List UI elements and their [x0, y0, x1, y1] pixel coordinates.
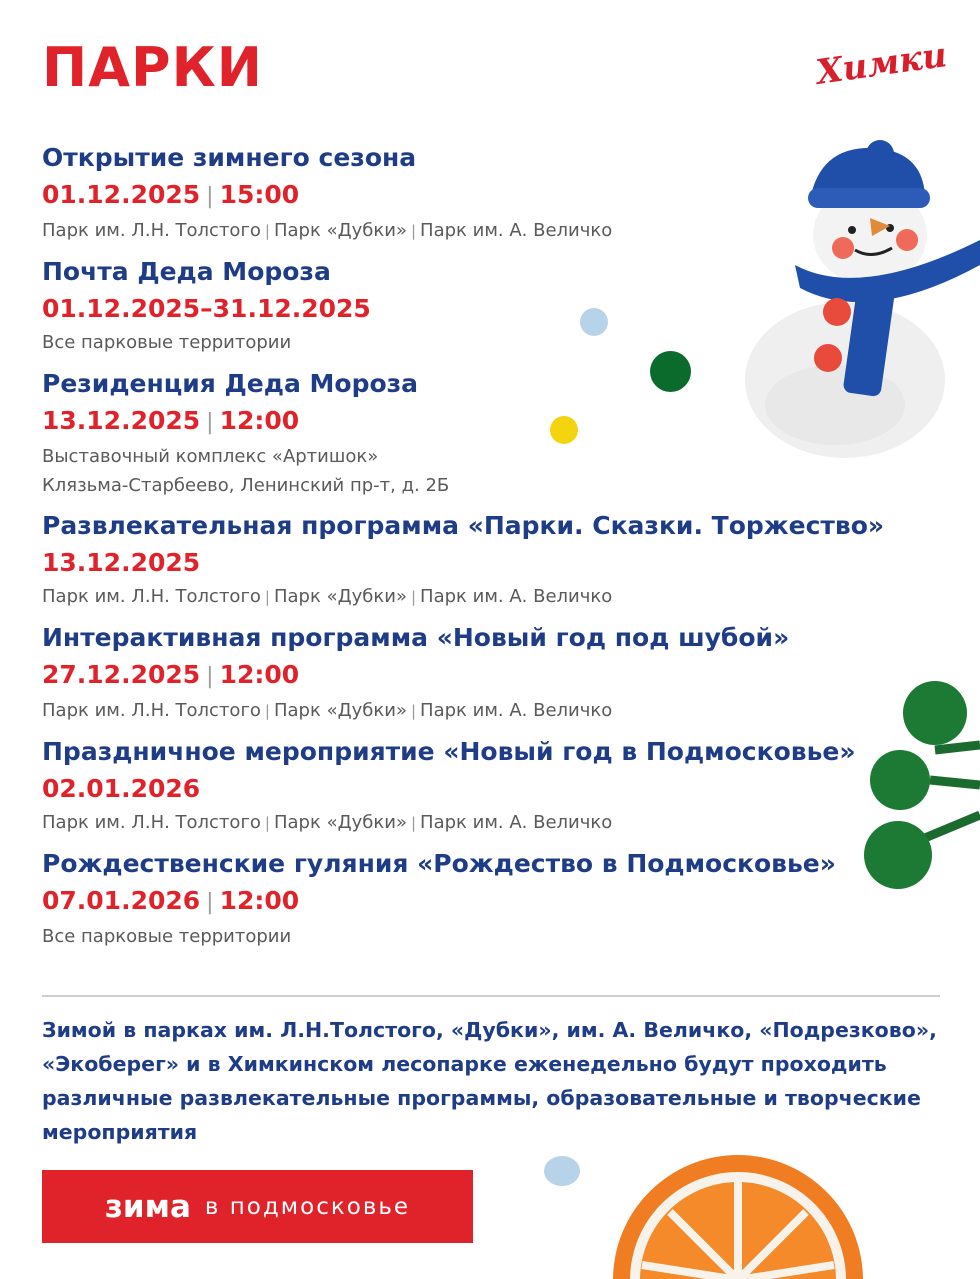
event-place: Парк «Дубки» [273, 812, 407, 833]
event-item [42, 366, 882, 500]
event-place: Выставочный комплекс «Артишок» [42, 446, 379, 467]
decor-dot-blue-bottom [544, 1156, 580, 1186]
banner-strong: зима [104, 1188, 191, 1225]
event-places: Парк им. Л.Н. Толстого | Парк «Дубки» | Парк им. А. Величко [42, 220, 613, 241]
event-time: 12:00 [219, 406, 300, 435]
event-place: Парк «Дубки» [273, 586, 407, 607]
event-date: 01.12.2025 [42, 180, 201, 209]
event-place: Все парковые территории [42, 926, 292, 947]
event-date: 27.12.2025 [42, 660, 201, 689]
banner-rest: в подмосковье [204, 1193, 411, 1220]
event-place: Парк им. Л.Н. Толстого [42, 812, 261, 833]
event-item [42, 254, 882, 358]
event-datetime: 07.01.2026 | 12:00 [42, 886, 300, 915]
event-date: 13.12.2025 [42, 548, 201, 577]
event-title: Развлекательная программа «Парки. Сказки. Торжество» [42, 511, 885, 540]
event-datetime [42, 544, 882, 582]
event-title: Почта Деда Мороза [42, 257, 331, 286]
event-place: Парк им. Л.Н. Толстого [42, 700, 261, 721]
orange-slice-icon [610, 1140, 870, 1279]
events-list [42, 140, 885, 960]
event-places: Парк им. Л.Н. Толстого | Парк «Дубки» | Парк им. А. Величко [42, 700, 613, 721]
event-place: Парк им. А. Величко [420, 700, 613, 721]
event-place: Все парковые территории [42, 332, 292, 353]
event-date: 02.01.2026 [42, 774, 201, 803]
event-item [42, 846, 882, 952]
winter-banner [42, 1170, 473, 1243]
event-places: Парк им. Л.Н. Толстого | Парк «Дубки» | Парк им. А. Величко [42, 812, 613, 833]
footer-text: Зимой в парках им. Л.Н.Толстого, «Дубки», им. А. Величко, «Подрезково», «Экоберег» и в Химкинском лесопарке еженедельно будут проходить различные развлекательные программы, образовательные и творческие мероприятия [42, 1018, 937, 1144]
event-time: 15:00 [219, 180, 300, 209]
event-datetime [42, 770, 882, 808]
event-place: Парк им. А. Величко [420, 586, 613, 607]
himki-logo: Химки [813, 35, 950, 93]
event-place: Парк им. А. Величко [420, 812, 613, 833]
event-place: Парк «Дубки» [273, 700, 407, 721]
event-places: Парк им. Л.Н. Толстого | Парк «Дубки» | Парк им. А. Величко [42, 586, 613, 607]
event-item [42, 508, 885, 612]
event-place: Парк им. А. Величко [420, 220, 613, 241]
event-time: 12:00 [219, 660, 300, 689]
event-places [42, 328, 882, 358]
event-date: 01.12.2025–31.12.2025 [42, 294, 371, 323]
event-item [42, 734, 882, 838]
event-datetime: 13.12.2025 | 12:00 [42, 406, 300, 435]
divider [42, 995, 940, 997]
event-date: 13.12.2025 [42, 406, 201, 435]
event-title: Открытие зимнего сезона [42, 143, 417, 172]
event-date: 07.01.2026 [42, 886, 201, 915]
event-title: Резиденция Деда Мороза [42, 369, 419, 398]
event-places [42, 922, 882, 952]
event-place: Парк им. Л.Н. Толстого [42, 220, 261, 241]
event-item [42, 620, 882, 726]
page-title: ПАРКИ [42, 36, 263, 99]
event-title: Интерактивная программа «Новый год под шубой» [42, 623, 790, 652]
event-title: Праздничное мероприятие «Новый год в Подмосковье» [42, 737, 856, 766]
event-place: Парк «Дубки» [273, 220, 407, 241]
event-item [42, 140, 882, 246]
event-address: Клязьма-Старбеево, Ленинский пр-т, д. 2Б [42, 475, 450, 496]
event-datetime: 01.12.2025 | 15:00 [42, 180, 300, 209]
event-place: Парк им. Л.Н. Толстого [42, 586, 261, 607]
event-time: 12:00 [219, 886, 300, 915]
event-places [42, 442, 882, 472]
event-datetime: 27.12.2025 | 12:00 [42, 660, 300, 689]
event-title: Рождественские гуляния «Рождество в Подмосковье» [42, 849, 836, 878]
event-datetime [42, 290, 882, 328]
